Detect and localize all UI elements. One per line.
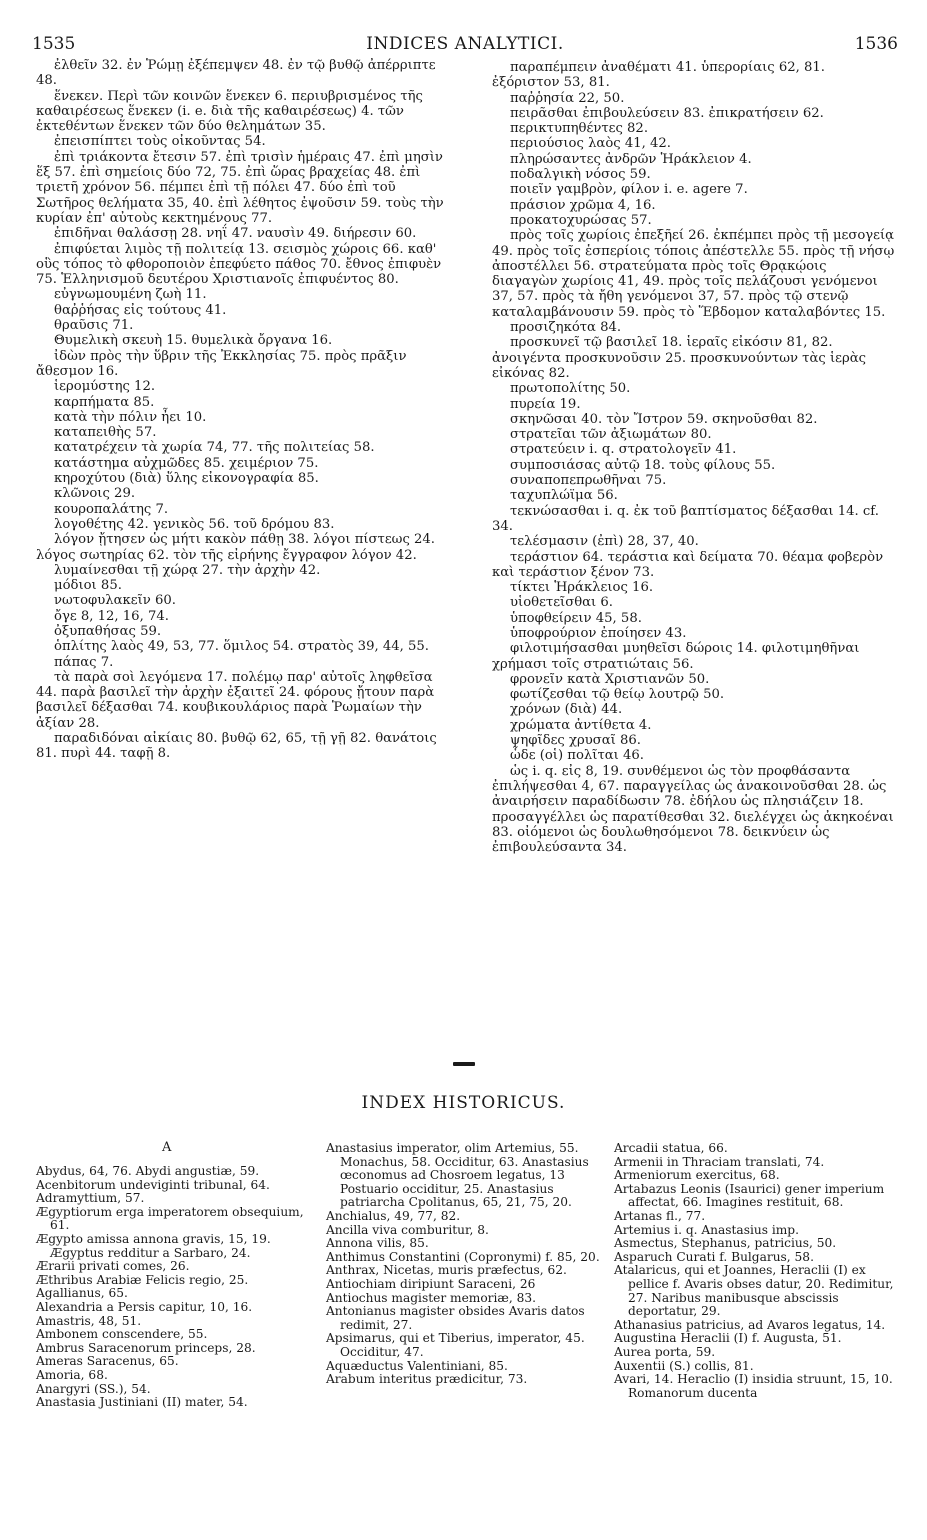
index-entry: Annona vilis, 85. bbox=[326, 1236, 429, 1251]
index-entry: Artanas fl., 77. bbox=[614, 1208, 706, 1223]
index-entry: Athanasius patricius, ad Avaros legatus, 14. bbox=[614, 1317, 886, 1332]
index-entry: Anastasius imperator, olim Artemius, 55. Monachus, 58. Occiditur, 63. Anastasius œconomus ad Chosroem legatus, 13 Postuario occiditur, 25. Anastasius patriarcha Cpolitanus, 65, 21, 75, 20. bbox=[326, 1141, 589, 1210]
index-entry: Arabum interitus prædicitur, 73. bbox=[326, 1372, 528, 1387]
index-entry: κλῶνοις 29. bbox=[54, 486, 136, 502]
index-entry: φωτίζεσθαι τῷ θείῳ λουτρῷ 50. bbox=[510, 687, 725, 703]
page-number-left: 1535 bbox=[32, 34, 76, 54]
index-entry: προσκυνεῖ τῷ βασιλεῖ 18. ἱεραῖς εἰκόσιν 81, 82. ἀνοιγέντα προσκυνοῦσιν 25. προσκυνούντων τὰς ἱερὰς εἰκόνας 82. bbox=[492, 335, 866, 381]
index-entry: κατάστημα αὐχμῶδες 85. χειμέριον 75. bbox=[54, 455, 319, 471]
index-entry: κουροπαλάτης 7. bbox=[54, 501, 169, 517]
index-entry: κατατρέχειν τὰ χωρία 74, 77. τῆς πολιτείας 58. bbox=[54, 440, 375, 456]
historic-index-column-3 bbox=[614, 1142, 897, 1400]
page-header bbox=[32, 34, 898, 56]
index-entry: τίκτει Ἡράκλειος 16. bbox=[510, 580, 654, 596]
index-entry: ἐλθεῖν 32. ἐν Ῥώμῃ ἐξέπεμψεν 48. ἐν τῷ βυθῷ ἀπέρριπτε 48. bbox=[36, 58, 436, 89]
index-entry: Artabazus Leonis (Isaurici) gener imperium affectat, 66. Imagines restituit, 68. bbox=[614, 1181, 885, 1210]
index-entry: πειρᾶσθαι ἐπιβουλεύσειν 83. ἐπικρατήσειν 62. bbox=[510, 105, 824, 121]
index-entry: λυμαίνεσθαι τῇ χώρᾳ 27. τὴν ἀρχὴν 42. bbox=[54, 562, 321, 578]
index-entry: Anargyri (SS.), 54. bbox=[36, 1381, 151, 1396]
index-entry: στρατεῖαι τῶν ἀξιωμάτων 80. bbox=[510, 427, 712, 443]
index-entry: τὰ παρὰ σοὶ λεγόμενα 17. πολέμῳ παρ' αὐτοῖς ληφθεῖσα 44. παρὰ βασιλεῖ τὴν ἀρχὴν ἐξαιτεῖ 24. φόρους ᾔτουν παρὰ βασιλεῖ δέξασθαι 74. κουβικουλάριος παρὰ Ῥωμαίων τὴν ἀξίαν 28. bbox=[36, 669, 435, 731]
running-title: INDICES ANALYTICI. bbox=[366, 34, 564, 54]
index-entry: πράσιον χρῶμα 4, 16. bbox=[510, 197, 656, 213]
index-entry: Ameras Saracenus, 65. bbox=[36, 1354, 179, 1369]
index-entry: φρονεῖν κατὰ Χριστιανῶν 50. bbox=[510, 671, 710, 687]
index-entry: Æthribus Arabiæ Felicis regio, 25. bbox=[36, 1272, 249, 1287]
index-entry: Ærarii privati comes, 26. bbox=[36, 1259, 190, 1274]
index-entry: παραδιδόναι αἰκίαις 80. βυθῷ 62, 65, τῇ γῇ 82. θανάτοις 81. πυρὶ 44. ταφῇ 8. bbox=[36, 731, 437, 762]
index-entry: υἱοθετεῖσθαι 6. bbox=[510, 595, 613, 611]
page-number-right: 1536 bbox=[854, 34, 898, 54]
index-entry: συμποσιάσας αὐτῷ 18. τοὺς φίλους 55. bbox=[510, 457, 776, 473]
index-entry: Antonianus magister obsides Avaris datos redimit, 27. bbox=[326, 1304, 585, 1332]
index-entry: πρωτοπολίτης 50. bbox=[510, 381, 631, 397]
index-entry: Augustina Heraclii (I) f. Augusta, 51. bbox=[614, 1331, 842, 1346]
index-entry: Anastasia Justiniani (II) mater, 54. bbox=[36, 1395, 248, 1410]
index-entry: Amoria, 68. bbox=[36, 1367, 108, 1382]
index-entry: Alexandria a Persis capitur, 10, 16. bbox=[36, 1299, 253, 1314]
index-entry: ποδαλγικὴ νόσος 59. bbox=[510, 167, 651, 183]
analytic-index-left-column bbox=[36, 58, 454, 762]
index-entry: τεράστιον 64. τεράστια καὶ δείματα 70. θέαμα φοβερὸν καὶ τεράστιον ξένον 73. bbox=[492, 549, 884, 580]
letter-heading: A bbox=[162, 1140, 172, 1155]
index-entry: παῤῥησία 22, 50. bbox=[510, 90, 625, 106]
index-entry: Apsimarus, qui et Tiberius, imperator, 45. Occiditur, 47. bbox=[326, 1331, 585, 1359]
index-entry: Ægypto amissa annona gravis, 15, 19. Ægyptus redditur a Sarbaro, 24. bbox=[36, 1231, 271, 1260]
index-entry: Atalaricus, qui et Joannes, Heraclii (I) ex pellice f. Avaris obses datur, 20. Redimitur, 27. Naribus manibusque abscissis deportatur, 29. bbox=[614, 1263, 894, 1319]
index-entry: Anthrax, Nicetas, muris præfectus, 62. bbox=[326, 1263, 567, 1278]
index-entry: ἱερομύστης 12. bbox=[54, 379, 156, 395]
index-entry: εὐγνωμουμένη ζωὴ 11. bbox=[54, 287, 207, 303]
historic-index-column-1 bbox=[36, 1165, 312, 1410]
index-entry: περικτυπηθέντες 82. bbox=[510, 121, 649, 137]
index-entry: Ancilla viva comburitur, 8. bbox=[326, 1222, 489, 1237]
index-entry: τελέσμασιν (ἐπὶ) 28, 37, 40. bbox=[510, 534, 699, 550]
index-entry: ἕνεκεν. Περὶ τῶν κοινῶν ἕνεκεν 6. περιυβρισμένος τῆς καθαιρέσεως ἕνεκεν (i. e. διὰ τῆς καθαιρέσεως) 4. τῶν ἐκτεθέντων ἕνεκεν τῶν δύο θελημάτων 35. bbox=[36, 88, 423, 135]
index-entry: Abydus, 64, 76. Abydi angustiæ, 59. bbox=[36, 1164, 260, 1178]
index-entry: Amastris, 48, 51. bbox=[36, 1313, 142, 1328]
index-entry: καταπειθὴς 57. bbox=[54, 425, 157, 441]
index-entry: νωτοφυλακεῖν 60. bbox=[54, 593, 176, 609]
section-divider bbox=[453, 1062, 475, 1066]
index-entry: πάπας 7. bbox=[54, 654, 114, 670]
index-entry: Asmectus, Stephanus, patricius, 50. bbox=[614, 1236, 837, 1251]
historic-index-column-2 bbox=[326, 1142, 610, 1387]
index-entry: ὧδε (οἱ) πολῖται 46. bbox=[510, 748, 644, 764]
index-entry: πρὸς τοῖς χωρίοις ἐπεξῆεί 26. ἐκπέμπει πρὸς τῇ μεσογείᾳ 49. πρὸς τοῖς ἑσπερίοις τόποις ἀπέστελλε 55. πρὸς τῇ νήσῳ ἀποστέλλει 56. στρατεύματα πρὸς τοῖς Θρᾳκῴοις διαγαγὼν χωρίοις 41, 49. πρὸς τοῖς πελάζουσι γενόμενοι 37, 57. πρὸς τὰ ἤθη γενόμενοι 37, 57. πρὸς τῷ στενῷ καταλαμβάνουσιν 59. πρὸς τὸ Ἕβδομον καταλαβόντες 15. bbox=[492, 228, 895, 320]
index-entry: θραῦσις 71. bbox=[54, 318, 134, 334]
index-entry: θαῤῥήσας εἰς τούτους 41. bbox=[54, 302, 227, 318]
index-entry: κηροχύτου (διὰ) ὕλης εἰκονογραφία 85. bbox=[54, 471, 319, 487]
index-entry: πληρώσαντες ἀνδρῶν Ἡράκλειον 4. bbox=[510, 151, 752, 167]
index-entry: ταχυπλώϊμα 56. bbox=[510, 488, 618, 504]
index-entry: ὄγε 8, 12, 16, 74. bbox=[54, 608, 169, 624]
index-entry: Θυμελικὴ σκευὴ 15. θυμελικὰ ὄργανα 16. bbox=[54, 333, 333, 349]
index-entry: Asparuch Curati f. Bulgarus, 58. bbox=[614, 1249, 814, 1264]
index-entry: Antiochus magister memoriæ, 83. bbox=[326, 1290, 536, 1305]
index-entry: προσιζηκότα 84. bbox=[510, 320, 622, 336]
index-entry: σκηνῶσαι 40. τὸν Ἴστρον 59. σκηνοῦσθαι 82. bbox=[510, 411, 818, 427]
index-entry: Acenbitorum undeviginti tribunal, 64. bbox=[36, 1177, 270, 1192]
index-entry: ὁπλίτης λαὸς 49, 53, 77. ὅμιλος 54. στρατὸς 39, 44, 55. bbox=[54, 639, 429, 655]
index-entry: Antiochiam diripiunt Saraceni, 26 bbox=[326, 1276, 536, 1291]
index-entry: ὑποφρούριον ἐποίησεν 43. bbox=[510, 625, 687, 641]
index-entry: στρατεύειν i. q. στρατολογεῖν 41. bbox=[510, 442, 737, 458]
index-entry: πυρεία 19. bbox=[510, 396, 581, 412]
index-entry: Artemius i. q. Anastasius imp. bbox=[614, 1222, 799, 1237]
index-entry: ἐπεισπίπτει τοὺς οἰκοῦντας 54. bbox=[54, 134, 266, 150]
index-entry: Armeniorum exercitus, 68. bbox=[614, 1168, 780, 1183]
index-entry: Anchialus, 49, 77, 82. bbox=[326, 1208, 461, 1223]
index-entry: Armenii in Thraciam translati, 74. bbox=[614, 1154, 825, 1169]
index-entry: Ambrus Saracenorum princeps, 28. bbox=[36, 1340, 256, 1355]
index-entry: προκατοχυρώσας 57. bbox=[510, 212, 652, 228]
index-entry: Aurea porta, 59. bbox=[614, 1344, 716, 1359]
index-entry: ποιεῖν γαμβρὸν, φίλον i. e. agere 7. bbox=[510, 182, 748, 198]
index-entry: Adramyttium, 57. bbox=[36, 1191, 145, 1206]
index-entry: ἐπιδῆναι θαλάσσῃ 28. νηΐ 47. ναυσὶν 49. διήρεσιν 60. bbox=[54, 226, 417, 242]
index-entry: ὑποφθείρειν 45, 58. bbox=[510, 610, 642, 626]
index-entry: Avari, 14. Heraclio (I) insidia struunt, 15, 10. Romanorum ducenta bbox=[614, 1372, 893, 1400]
index-entry: περιούσιος λαὸς 41, 42. bbox=[510, 136, 671, 152]
index-entry: τεκνώσασθαι i. q. ἐκ τοῦ βαπτίσματος δέξασθαι 14. cf. 34. bbox=[492, 503, 879, 534]
index-entry: Agallianus, 65. bbox=[36, 1286, 128, 1301]
index-entry: ἐπὶ τριάκοντα ἔτεσιν 57. ἐπὶ τρισὶν ἡμέραις 47. ἐπὶ μησὶν ἕξ 57. ἐπὶ σημείοις δύο 72, 75. ἐπὶ ὥρας βραχείας 48. ἐπὶ τριετῆ χρόνον 56. πέμπει ἐπὶ τῇ πόλει 47. δύο ἐπὶ τοῦ Σωτῆρος θελήματα 35, 40. ἐπὶ λέθητος ἐψοῦσιν 59. τοὺς τὴν κυρίαν ἐπ' αὐτοὺς κεκτημένους 77. bbox=[36, 149, 444, 226]
index-entry: συναποπεπρωθῆναι 75. bbox=[510, 473, 667, 489]
index-entry: Arcadii statua, 66. bbox=[614, 1141, 728, 1155]
index-historicus-title: INDEX HISTORICUS. bbox=[361, 1093, 566, 1113]
index-entry: λογοθέτης 42. γενικὸς 56. τοῦ δρόμου 83. bbox=[54, 516, 335, 532]
index-entry: Ægyptiorum erga imperatorem obsequium, 61. bbox=[36, 1204, 304, 1233]
index-entry: ψηφῖδες χρυσαῖ 86. bbox=[510, 733, 641, 749]
index-entry: μόδιοι 85. bbox=[54, 578, 122, 594]
index-entry: Aquæductus Valentiniani, 85. bbox=[326, 1358, 508, 1373]
index-entry: καρπήματα 85. bbox=[54, 394, 155, 410]
index-entry: χρώματα ἀντίθετα 4. bbox=[510, 717, 652, 733]
index-entry: ὡς i. q. εἰς 8, 19. συνθέμενοι ὡς τὸν προφθάσαντα ἐπιλήψεσθαι 4, 67. παραγγείλας ὡς ἀνακοινοῦσθαι 28. ὡς ἀναιρήσειν παραδίδωσιν 78. ἐδήλου ὡς πλησιάζειν 18. προσαγγέλλει ὡς παρατίθεσθαι 32. διελέγχει ὡς ἀκηκοέναι 83. οἰόμενοι ὡς δουλωθησόμενοι 78. δεικνύειν ὡς ἐπιβουλεύσαντα 34. bbox=[492, 763, 894, 856]
index-entry: ὀξυπαθήσας 59. bbox=[54, 623, 162, 639]
index-entry: Auxentii (S.) collis, 81. bbox=[614, 1358, 754, 1373]
index-entry: χρόνων (διὰ) 44. bbox=[510, 702, 623, 718]
index-entry: λόγον ᾔτησεν ὡς μήτι κακὸν πάθῃ 38. λόγοι πίστεως 24. λόγος σωτηρίας 62. τὸν τῆς εἰρήνης ἔγγραφον λόγον 42. bbox=[36, 532, 435, 563]
index-entry: ἐπιφύεται λιμὸς τῇ πολιτείᾳ 13. σεισμὸς χώροις 66. καθ' οὓς τόπος τὸ φθοροποιὸν ἐπεφύετο πάθος 70. ἔθνος ἐπιφυὲν 75. Ἑλληνισμοῦ δευτέρου Χριστιανοῖς ἐπιφυέντος 80. bbox=[36, 241, 442, 288]
index-entry: φιλοτιμήσασθαι μυηθεῖσι δώροις 14. φιλοτιμηθῆναι χρήμασι τοῖς στρατιώταις 56. bbox=[492, 641, 860, 672]
index-entry: ἰδὼν πρὸς τὴν ὕβριν τῆς Ἐκκλησίας 75. πρὸς πρᾶξιν ἄθεσμον 16. bbox=[36, 348, 407, 379]
index-entry: παραπέμπειν ἀναθέματι 41. ὑπερορίαις 62, 81. ἐξόριστον 53, 81. bbox=[492, 60, 825, 91]
index-entry: Ambonem conscendere, 55. bbox=[36, 1327, 208, 1342]
index-entry: Anthimus Constantini (Copronymi) f. 85, 20. bbox=[326, 1249, 600, 1264]
analytic-index-right-column bbox=[492, 60, 896, 855]
index-entry: κατὰ τὴν πόλιν ἦει 10. bbox=[54, 409, 207, 425]
